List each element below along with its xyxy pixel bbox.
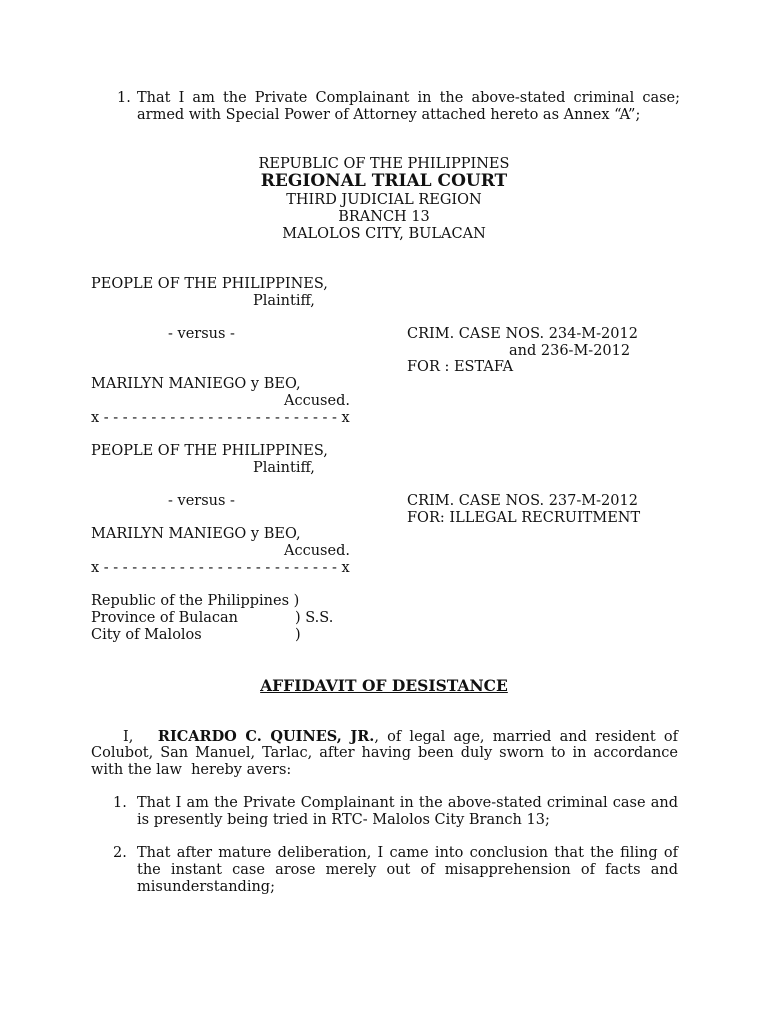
intro-prefix: I, <box>123 729 134 745</box>
case2-plaintiff: PEOPLE OF THE PHILIPPINES, <box>91 443 328 459</box>
case1-versus: - versus - <box>168 326 235 342</box>
header-court: REGIONAL TRIAL COURT <box>260 171 508 191</box>
affidavit-intro-line3: with the law hereby avers: <box>91 762 292 778</box>
item2-line1: That after mature deliberation, I came into conclusion that the filing of <box>137 845 678 861</box>
item1-line1: That I am the Private Complainant in the above-stated criminal case and <box>137 795 678 811</box>
case2-accused: MARILYN MANIEGO y BEO, <box>91 526 301 542</box>
case2-versus: - versus - <box>168 493 235 509</box>
case1-for: FOR : ESTAFA <box>407 359 514 375</box>
venue-line3: City of Malolos <box>91 627 202 643</box>
item1-line2: is presently being tried in RTC- Malolos City Branch 13; <box>137 812 550 828</box>
affiant-name: RICARDO C. QUINES, JR. <box>157 728 375 745</box>
item2-number: 2. <box>113 845 127 861</box>
item1-number: 1. <box>113 795 127 811</box>
header-branch: BRANCH 13 <box>338 209 430 225</box>
case1-case-nos-cont: and 236-M-2012 <box>509 343 631 359</box>
affidavit-intro-line2: Colubot, San Manuel, Tarlac, after having been duly sworn to in accordance <box>91 745 678 761</box>
header-region: THIRD JUDICIAL REGION <box>286 192 482 208</box>
item2-line3: misunderstanding; <box>137 879 275 895</box>
affidavit-intro-line1 <box>123 728 678 746</box>
case1-case-nos: CRIM. CASE NOS. 234-M-2012 <box>407 326 638 342</box>
venue-line2: Province of Bulacan <box>91 610 238 626</box>
case1-separator: x - - - - - - - - - - - - - - - - - - - - - - - - - x <box>91 410 350 426</box>
intro-line1-rest: , of legal age, married and resident of <box>374 729 679 745</box>
header-republic: REPUBLIC OF THE PHILIPPINES <box>258 156 510 172</box>
intro-item-line1: That I am the Private Complainant in the above-stated criminal case; <box>137 90 680 106</box>
venue-line2-bracket: ) S.S. <box>295 610 334 626</box>
case1-accused: MARILYN MANIEGO y BEO, <box>91 376 301 392</box>
case2-separator: x - - - - - - - - - - - - - - - - - - - - - - - - - x <box>91 560 350 576</box>
case2-case-nos: CRIM. CASE NOS. 237-M-2012 <box>407 493 638 509</box>
case2-accused-role: Accused. <box>284 543 350 559</box>
case1-plaintiff-role: Plaintiff, <box>253 293 315 309</box>
venue-line1: Republic of the Philippines ) <box>91 593 300 609</box>
case1-accused-role: Accused. <box>284 393 350 409</box>
intro-item-line2: armed with Special Power of Attorney attached hereto as Annex “A”; <box>137 107 641 123</box>
case2-plaintiff-role: Plaintiff, <box>253 460 315 476</box>
venue-line3-bracket: ) <box>295 627 301 643</box>
header-city: MALOLOS CITY, BULACAN <box>282 226 486 242</box>
item2-line2: the instant case arose merely out of misapprehension of facts and <box>137 862 678 878</box>
case2-for: FOR: ILLEGAL RECRUITMENT <box>407 510 641 526</box>
case1-plaintiff: PEOPLE OF THE PHILIPPINES, <box>91 276 328 292</box>
intro-item-number: 1. <box>117 90 131 106</box>
affidavit-title: AFFIDAVIT OF DESISTANCE <box>260 676 508 695</box>
